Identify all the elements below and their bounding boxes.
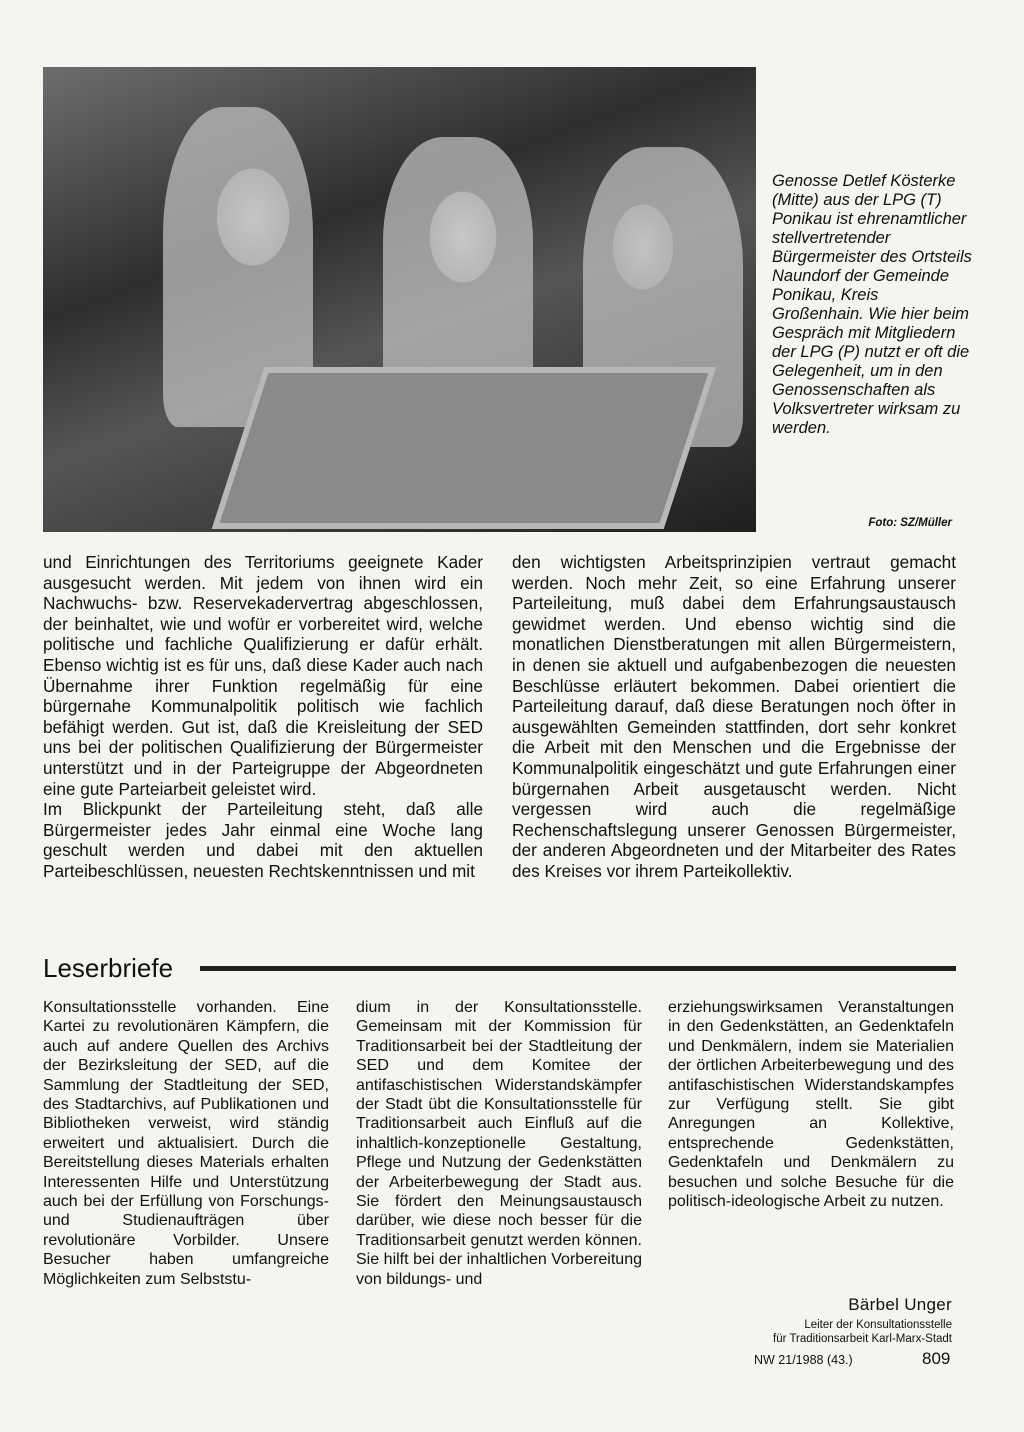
article-column-1 bbox=[43, 552, 483, 882]
section-title: Leserbriefe bbox=[43, 953, 174, 983]
section-rule bbox=[200, 966, 956, 971]
photo-credit: Foto: SZ/Müller bbox=[868, 517, 952, 529]
article-paragraph: Im Blickpunkt der Parteileitung steht, daß alle Bürgermeister jedes Jahr einmal eine Woche lang geschult werden und dabei mit den aktuellen Parteibeschlüssen, neuesten Rechtskenntnissen und mit bbox=[43, 799, 483, 881]
letters-column-2: dium in der Konsultationsstelle. Gemeinsam mit der Kommission für Traditionsarbeit bei der Stadtleitung der SED und dem Komitee der antifaschistischen Widerstandskämpfer der Stadt übt die Konsultationsstelle für Traditionsarbeit auch Einfluß auf die inhaltlich-konzeptionelle Gestaltung, Pflege und Nutzung der Gedenkstätten der Arbeiterbewegung der Stadt aus. Sie fördert den Meinungsaustausch darüber, wie diese noch besser für die Traditionsarbeit genutzt werden können. Sie hilft bei der inhaltlichen Vorbereitung von bildungs- und bbox=[356, 999, 642, 1288]
issue-reference: NW 21/1988 (43.) bbox=[754, 1353, 853, 1367]
page-number: 809 bbox=[922, 1349, 951, 1368]
signature-role-line: für Traditionsarbeit Karl-Marx-Stadt bbox=[773, 1333, 952, 1345]
article-column-2 bbox=[512, 552, 956, 882]
photo-caption: Genosse Detlef Kösterke (Mitte) aus der LPG (T) Ponikau ist ehrenamtlicher stellvertretender Bürgermeister des Ortsteils Naundorf der Gemeinde Ponikau, Kreis Großenhain. Wie hier beim Gespräch mit Mitgliedern der LPG (P) nutzt er oft die Gelegenheit, um in den Genossenschaften als Volksvertreter wirksam zu werden. bbox=[772, 172, 972, 437]
signature-role bbox=[773, 1318, 952, 1346]
letters-column-1: Konsultationsstelle vorhanden. Eine Kartei zu revolutionären Kämpfern, die auch auf andere Quellen des Archivs der Bezirksleitung der SED, auf die Sammlung der Stadtleitung der SED, des Stadtarchivs, auf Publikationen und Bibliotheken verweist, wird ständig erweitert und aktualisiert. Durch die Bereitstellung dieses Materials erhalten Interessenten Hilfe und Unterstützung auch bei der Erfüllung von Forschungs- und Studienaufträgen über revolutionäre Vorbilder. Unsere Besucher haben umfangreiche Möglichkeiten zum Selbststu- bbox=[43, 999, 329, 1288]
photo-table bbox=[212, 367, 717, 529]
letters-column-3: erziehungswirksamen Veranstaltungen in den Gedenkstätten, an Gedenktafeln und Denkmälern, indem sie Materialien der örtlichen Arbeiterbewegung und des antifaschistischen Widerstandskampfes zur Verfügung stellt. Sie gibt Anregungen an Kollektive, entsprechende Gedenkstätten, Gedenktafeln und Denkmälern zu besuchen und solche Besuche für die politisch-ideologische Arbeit zu nutzen. bbox=[668, 999, 954, 1211]
photo-figure-center bbox=[383, 137, 533, 397]
article-paragraph: und Einrichtungen des Territoriums geeignete Kader ausgesucht werden. Mit jedem von ihnen wird ein Nachwuchs- bzw. Reservekadervertrag abgeschlossen, der beinhaltet, wie und wofür er vorbereitet wird, welche politische und fachliche Qualifizierung er dafür erhält. Ebenso wichtig ist es für uns, daß diese Kader auch nach Übernahme ihrer Funktion regelmäßig für eine bürgernahe Kommunalpolitik politisch wie fachlich befähigt werden. Gut ist, daß die Kreisleitung der SED uns bei der politischen Qualifizierung der Bürgermeister unterstützt und in der Parteigruppe der Abgeordneten eine gute Parteiarbeit geleistet wird. bbox=[43, 552, 483, 799]
signature-role-line: Leiter der Konsultationsstelle bbox=[804, 1319, 952, 1331]
article-photo bbox=[43, 67, 756, 532]
signature-name: Bärbel Unger bbox=[848, 1295, 952, 1314]
article-paragraph: den wichtigsten Arbeitsprinzipien vertraut gemacht werden. Noch mehr Zeit, so eine Erfahrung unserer Parteileitung, muß dabei dem Erfahrungsaustausch gewidmet werden. Und ebenso wichtig sind die monatlichen Dienstberatungen mit allen Bürgermeistern, in denen sie aktuell und aufgabenbezogen die neuesten Beschlüsse erläutert bekommen. Dabei orientiert die Parteileitung darauf, daß diese Beratungen noch öfter in ausgewählten Gemeinden stattfinden, dort sehr konkret die Arbeit mit den Menschen und die Ergebnisse der Kommunalpolitik eingeschätzt und gute Erfahrungen einer bürgernahen Arbeit ausgetauscht werden. Nicht vergessen wird auch die regelmäßige Rechenschaftslegung unserer Genossen Bürgermeister, der anderen Abgeordneten und der Mitarbeiter des Rates des Kreises vor ihrem Parteikollektiv. bbox=[512, 552, 956, 881]
